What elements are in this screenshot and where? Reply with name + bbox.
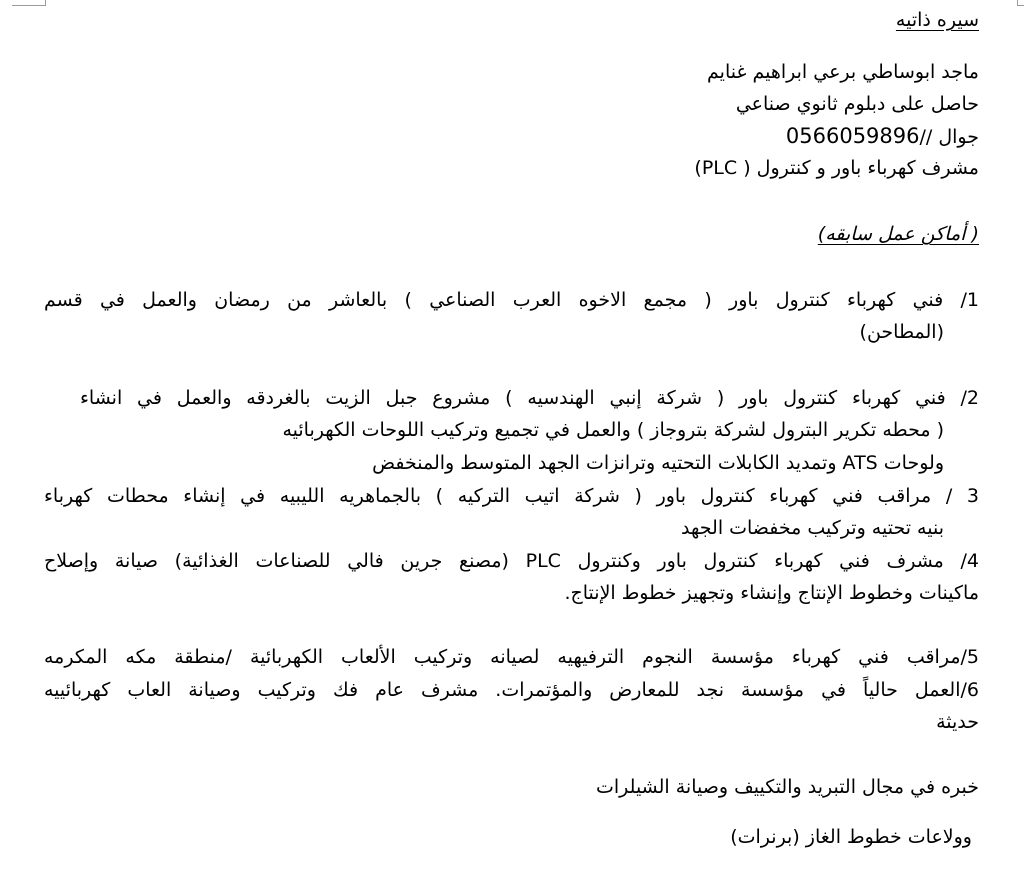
phone-number: 0566059896 bbox=[785, 124, 920, 148]
experience-item-1-line-1: 1/ فني كهرباء كنترول باور ( مجمع الاخوه العرب الصناعي ) بالعاشر من رمضان والعمل في قسم bbox=[44, 289, 979, 311]
experience-heading: ( أماكن عمل سابقه) bbox=[817, 223, 979, 245]
experience-item-2-line-3: ولوحات ATS وتمديد الكابلات التحتيه وترانزات الجهد المتوسط والمنخفض bbox=[372, 452, 944, 474]
experience-item-6-line-2: حديثة bbox=[936, 711, 979, 733]
experience-item-5-line-1: 5/مراقب فني كهرباء مؤسسة النجوم الترفيهيه لصيانه وتركيب الألعاب الكهربائية /منطقة مكه المكرمه bbox=[44, 646, 979, 668]
page-corner-mark-left bbox=[12, 0, 46, 6]
phone-label: جوال // bbox=[919, 126, 979, 148]
experience-item-4-line-2: ماكينات وخطوط الإنتاج وإنشاء وتجهيز خطوط الإنتاج. bbox=[564, 582, 979, 604]
education-line: حاصل على دبلوم ثانوي صناعي bbox=[735, 93, 979, 115]
person-name: ماجد ابوساطي برعي ابراهيم غنايم bbox=[707, 61, 979, 83]
page-corner-mark-right bbox=[1017, 0, 1024, 6]
position-line: مشرف كهرباء باور و كنترول ( PLC) bbox=[694, 157, 979, 179]
document-title: سيره ذاتيه bbox=[895, 9, 979, 31]
experience-item-2-line-1: 2/ فني كهرباء كنترول باور ( شركة إنبي الهندسيه ) مشروع جبل الزيت بالغردقه والعمل في انشاء bbox=[80, 387, 979, 409]
experience-item-4-line-1: 4/ مشرف فني كهرباء كنترول باور وكنترول PLC (مصنع جرين فالي للصناعات الغذائية) صيانة وإصلاح bbox=[44, 550, 979, 572]
experience-item-3-line-2: بنيه تحتيه وتركيب مخفضات الجهد bbox=[681, 517, 944, 539]
skill-hvac: خبره في مجال التبريد والتكييف وصيانة الشيلرات bbox=[596, 776, 979, 798]
phone-line bbox=[786, 120, 979, 152]
experience-item-3-line-1: 3 / مراقب فني كهرباء كنترول باور ( شركة اتيب التركيه ) بالجماهريه الليبيه في إنشاء محطات كهرباء bbox=[44, 485, 979, 507]
skill-gas: وولاعات خطوط الغاز (برنرات) bbox=[730, 826, 972, 848]
experience-item-2-line-2: ( محطه تكرير البترول لشركة بتروجاز ) والعمل في تجميع وتركيب اللوحات الكهربائيه bbox=[282, 419, 944, 441]
experience-item-1-line-2: (المطاحن) bbox=[859, 321, 944, 343]
experience-item-6-line-1: 6/العمل حالياً في مؤسسة نجد للمعارض والمؤتمرات. مشرف عام فك وتركيب وصيانة العاب كهربائييه bbox=[44, 679, 979, 701]
